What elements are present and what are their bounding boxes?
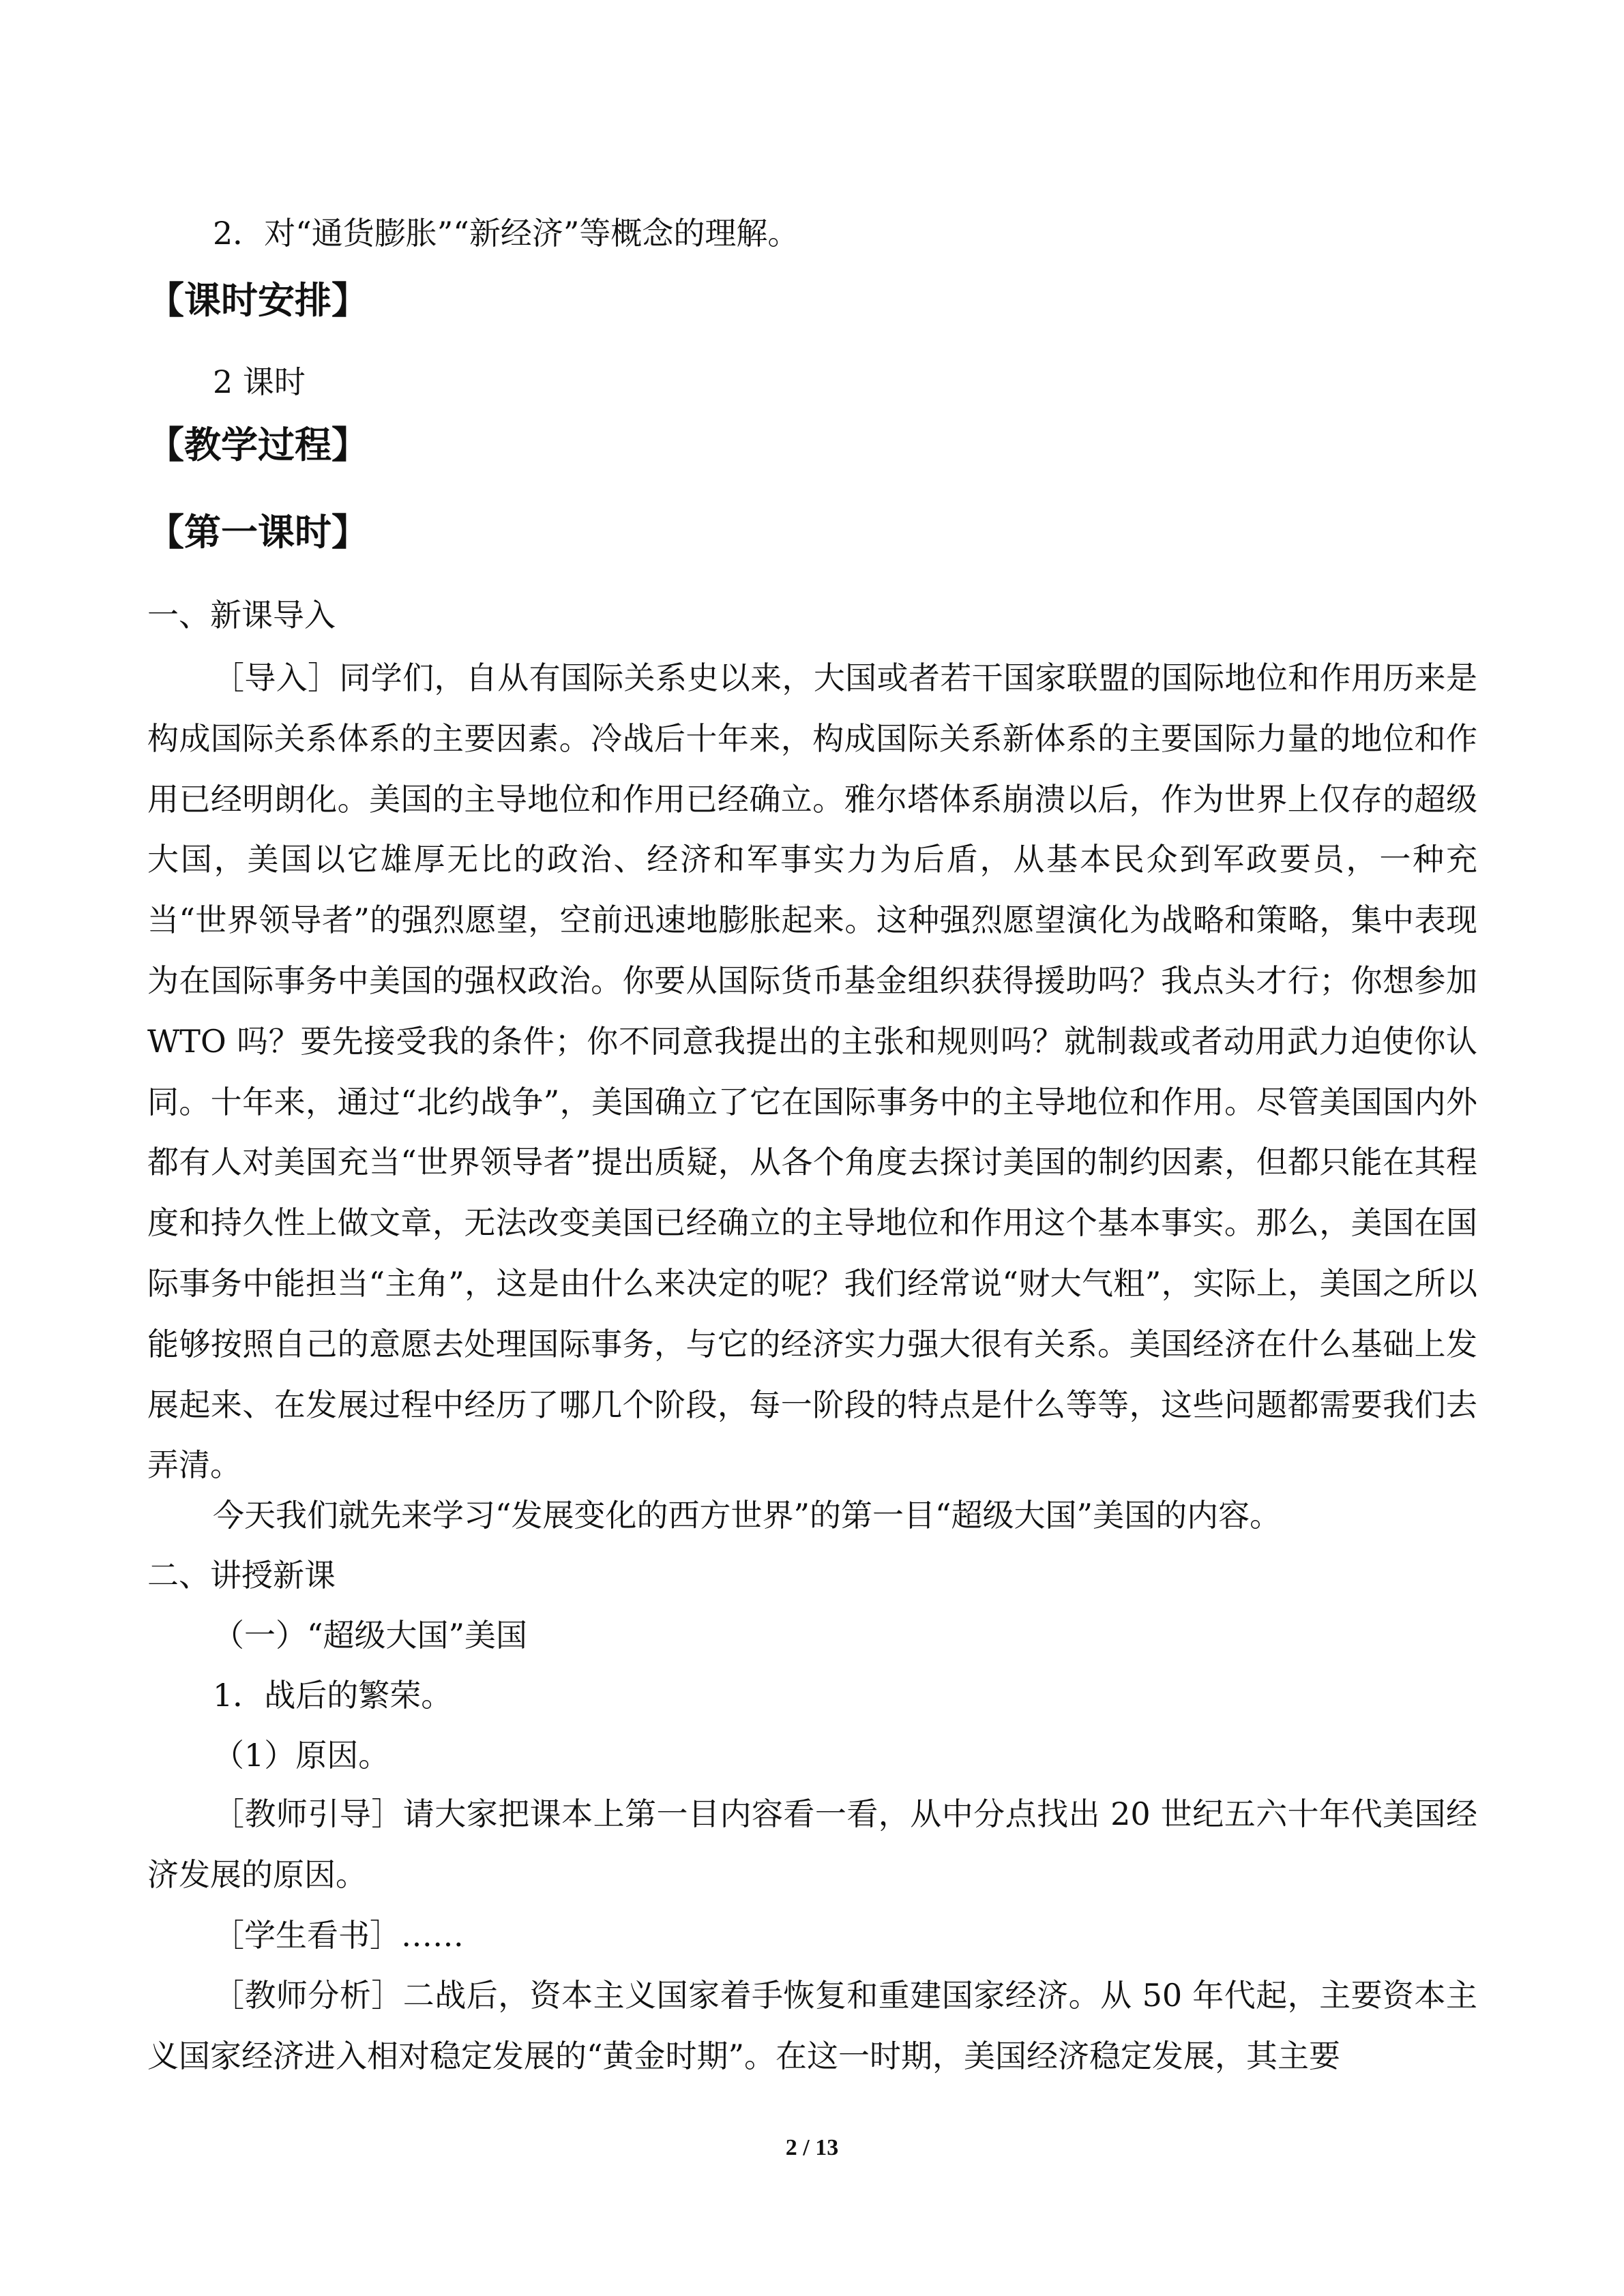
heading-schedule: 【课时安排】 [147, 279, 368, 322]
today-line: 今天我们就先来学习“发展变化的西方世界”的第一目“超级大国”美国的内容。 [213, 1497, 1282, 1534]
heading-process: 【教学过程】 [147, 423, 368, 466]
point-2-text: 2．对“通货膨胀”“新经济”等概念的理解。 [213, 215, 799, 252]
subsection-1-1-1-title: （1）原因。 [213, 1737, 390, 1774]
hours-text: 2 课时 [213, 363, 306, 400]
teacher-guide-paragraph: ［教师引导］请大家把课本上第一目内容看一看，从中分点找出 20 世纪五六十年代美国经济发展的原因。 [147, 1795, 1477, 1893]
heading-lesson-1: 【第一课时】 [147, 511, 368, 554]
teacher-analysis-paragraph: ［教师分析］二战后，资本主义国家着手恢复和重建国家经济。从 50 年代起，主要资本主义国家经济进入相对稳定发展的“黄金时期”。在这一时期，美国经济稳定发展，其主要 [147, 1977, 1477, 2074]
subsection-1-1-title: 1．战后的繁荣。 [213, 1677, 453, 1714]
student-read-text: ［学生看书］…… [213, 1917, 464, 1954]
section-1-title: 一、新课导入 [147, 597, 336, 633]
section-2-title: 二、讲授新课 [147, 1557, 336, 1594]
subsection-1-title: （一）“超级大国”美国 [213, 1617, 528, 1654]
intro-paragraph: ［导入］同学们，自从有国际关系史以来，大国或者若干国家联盟的国际地位和作用历来是构成国际关系体系的主要因素。冷战后十年来，构成国际关系新体系的主要国际力量的地位和作用已经明朗化。美国的主导地位和作用已经确立。雅尔塔体系崩溃以后，作为世界上仅存的超级大国，美国以它雄厚无比的政治、经济和军事实力为后盾，从基本民众到军政要员，一种充当“世界领导者”的强烈愿望，空前迅速地膨胀起来。这种强烈愿望演化为战略和策略，集中表现为在国际事务中美国的强权政治。你要从国际货币基金组织获得援助吗？我点头才行；你想参加 WTO 吗？要先接受我的条件；你不同意我提出的主张和规则吗？就制裁或者动用武力迫使你认同。十年来，通过“北约战争”，美国确立了它在国际事务中的主导地位和作用。尽管美国国内外都有人对美国充当“世界领导者”提出质疑，从各个角度去探讨美国的制约因素，但都只能在其程度和持久性上做文章，无法改变美国已经确立的主导地位和作用这个基本事实。那么，美国在国际事务中能担当“主角”，这是由什么来决定的呢？我们经常说“财大气粗”，实际上，美国之所以能够按照自己的意愿去处理国际事务，与它的经济实力强大很有关系。美国经济在什么基础上发展起来、在发展过程中经历了哪几个阶段，每一阶段的特点是什么等等，这些问题都需要我们去弄清。 [147, 659, 1477, 1484]
page-number: 2 / 13 [785, 2135, 839, 2160]
